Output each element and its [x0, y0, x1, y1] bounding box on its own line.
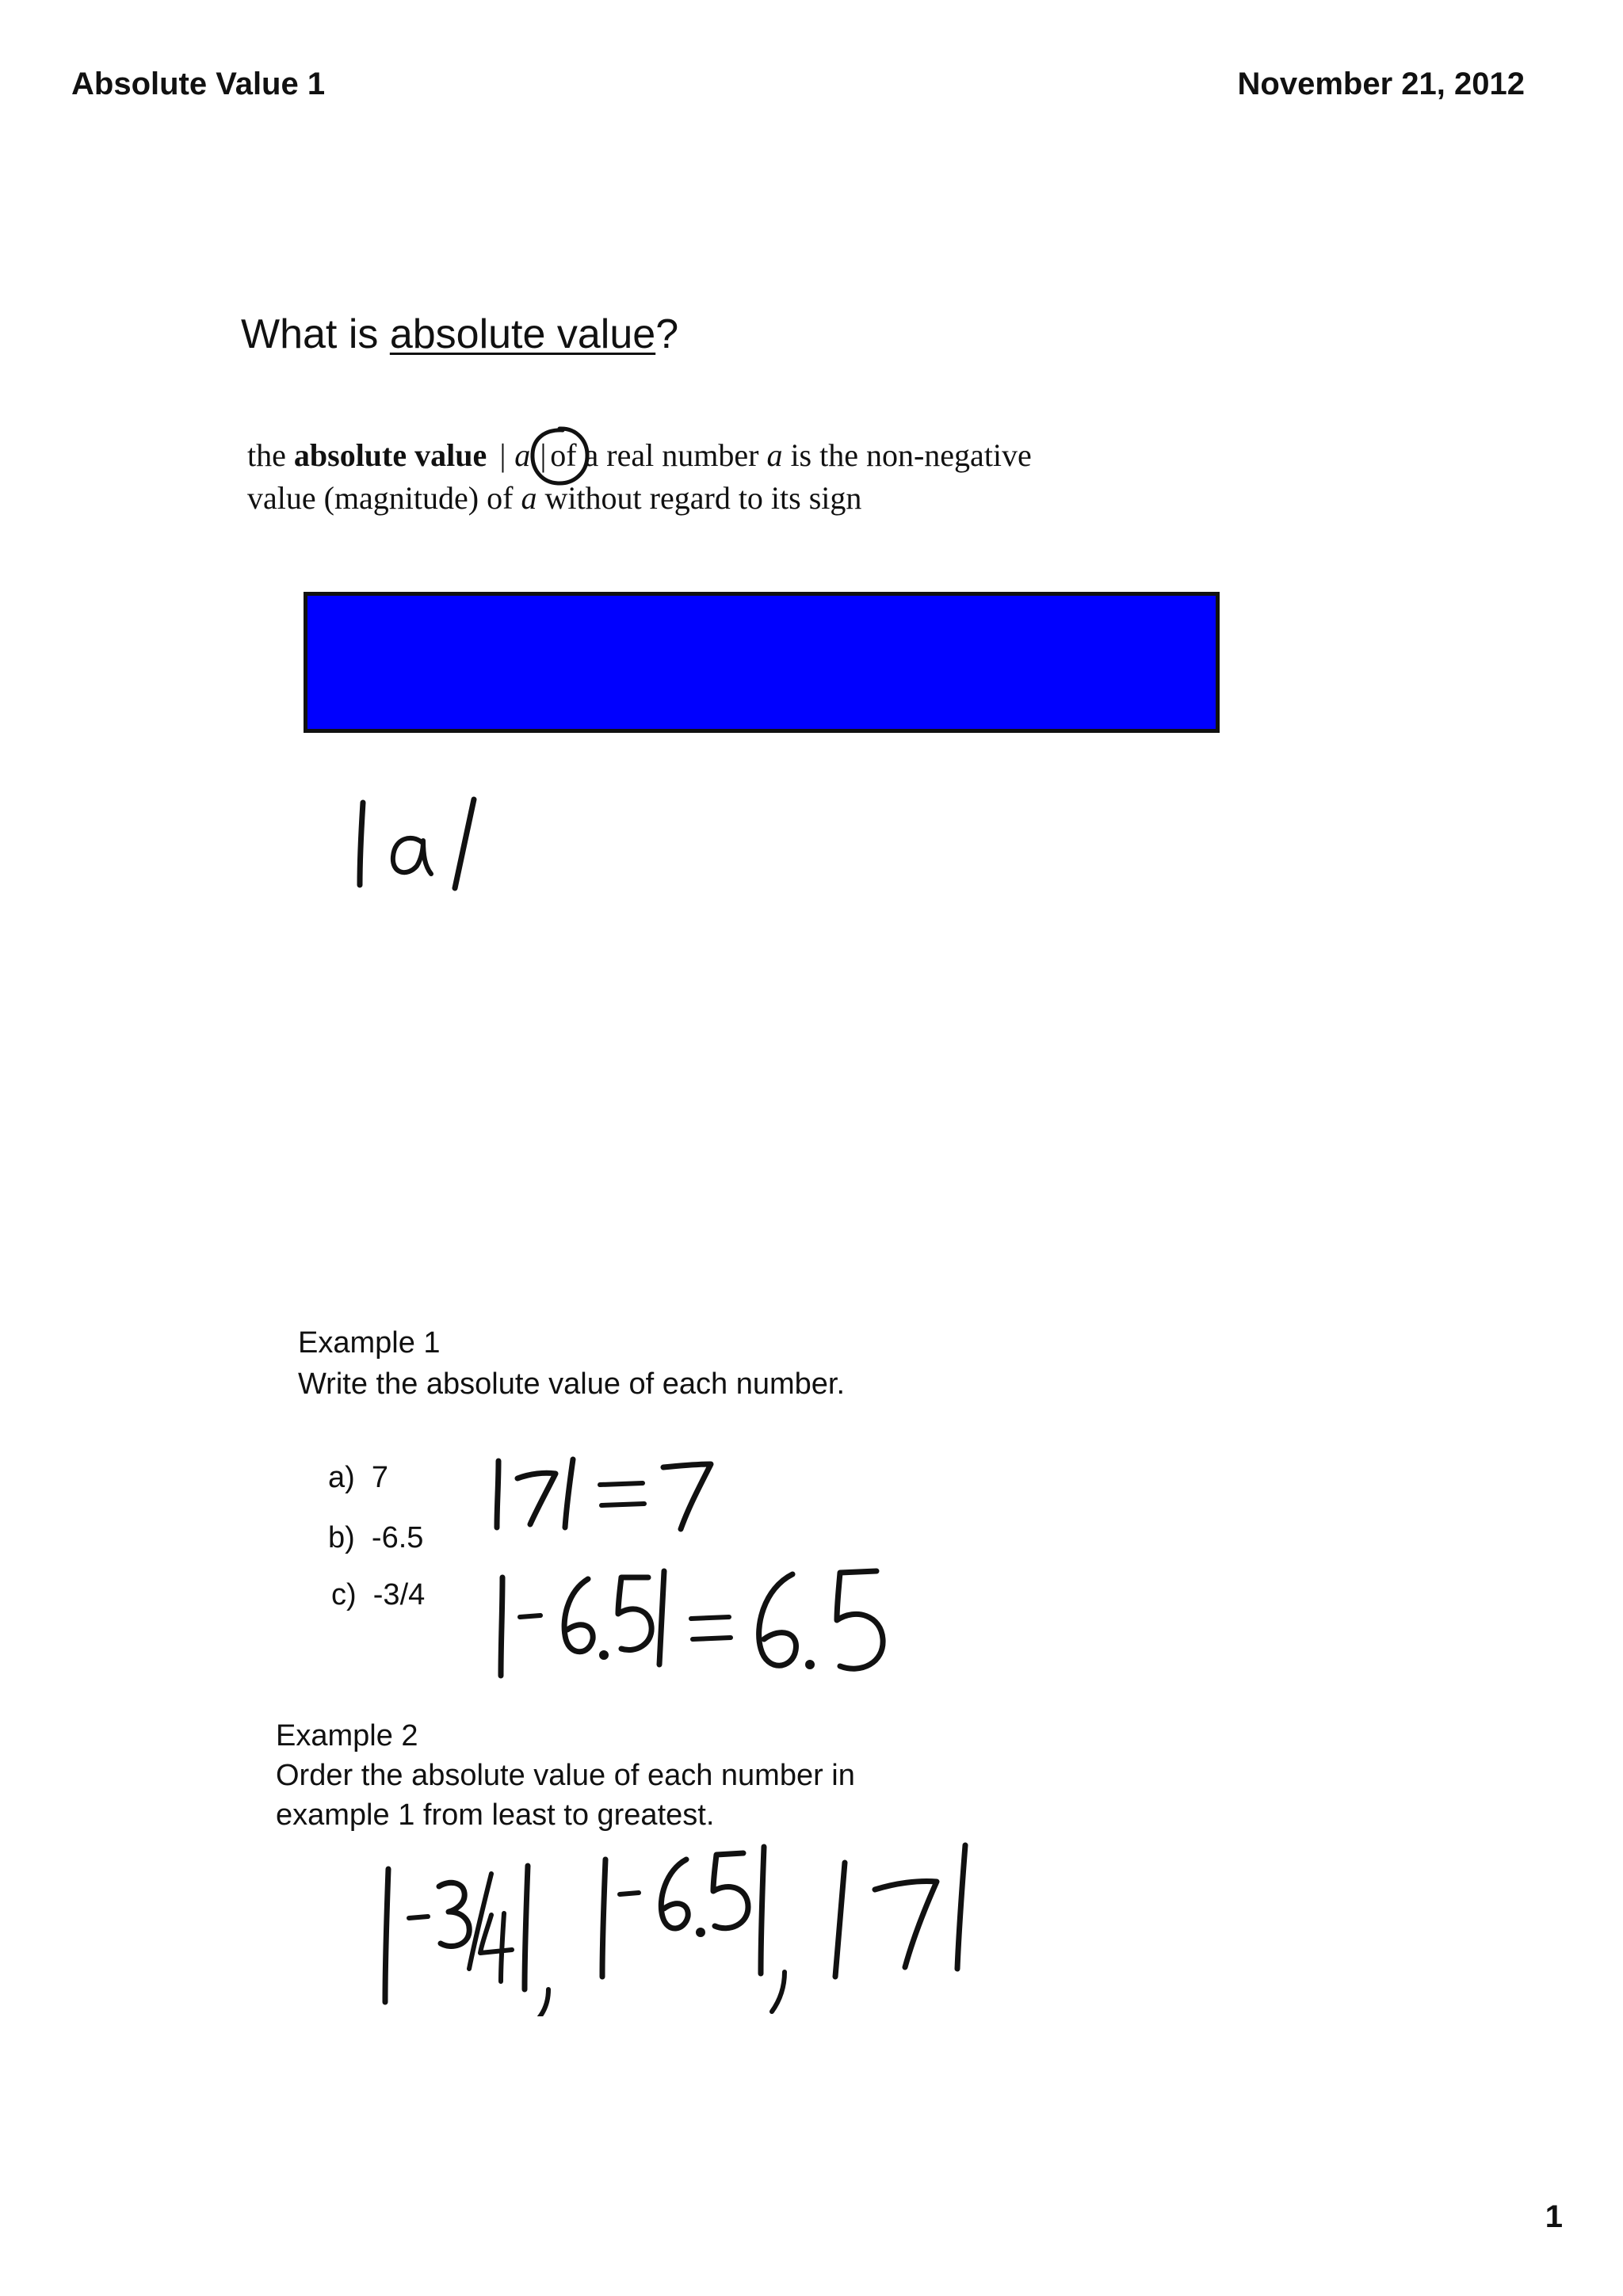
item-label: b): [328, 1521, 355, 1554]
example-2-title: Example 2: [276, 1719, 418, 1753]
definition-end: is the non-negative: [782, 437, 1032, 473]
blue-cover-box[interactable]: [304, 592, 1220, 733]
example-1-item-c: [331, 1580, 425, 1610]
handwritten-notation: [349, 788, 491, 899]
handwritten-answer-a: [487, 1450, 717, 1537]
handwritten-ordering: [372, 1834, 983, 2016]
handdrawn-circle-annotation: [528, 424, 591, 487]
question-prefix: What is: [241, 311, 390, 357]
definition-line2-start: value (magnitude) of: [247, 480, 521, 516]
definition-line2-end: without regard to its sign: [537, 480, 862, 516]
example-1-prompt: Write the absolute value of each number.: [298, 1367, 846, 1401]
item-value: -3/4: [372, 1578, 426, 1611]
section-question: [241, 311, 679, 357]
page-number: 1: [1545, 2199, 1563, 2234]
definition-mid: of a real number: [550, 437, 767, 473]
item-label: a): [328, 1461, 355, 1494]
item-value: 7: [371, 1461, 389, 1494]
example-2-prompt-line-1: Order the absolute value of each number in: [276, 1759, 855, 1792]
definition-term: absolute value: [293, 437, 487, 473]
document-title: Absolute Value 1: [71, 67, 326, 101]
example-1-title: Example 1: [298, 1326, 441, 1360]
question-suffix: ?: [655, 311, 679, 357]
definition-notation: | a |: [498, 437, 548, 473]
definition-line-1: [247, 437, 1032, 473]
example-2-prompt-line-2: example 1 from least to greatest.: [276, 1798, 715, 1832]
question-term: absolute value: [389, 311, 656, 357]
handwritten-answer-b: [491, 1557, 896, 1684]
definition-line2-variable: a: [521, 480, 537, 516]
definition-start: the: [247, 437, 294, 473]
definition-line-2: [247, 482, 861, 514]
example-1-item-b: [328, 1523, 423, 1553]
definition-variable: a: [766, 437, 783, 473]
item-value: -6.5: [371, 1521, 424, 1554]
item-label: c): [331, 1578, 357, 1611]
example-1-item-a: [328, 1463, 388, 1493]
document-date: November 21, 2012: [1237, 67, 1525, 101]
